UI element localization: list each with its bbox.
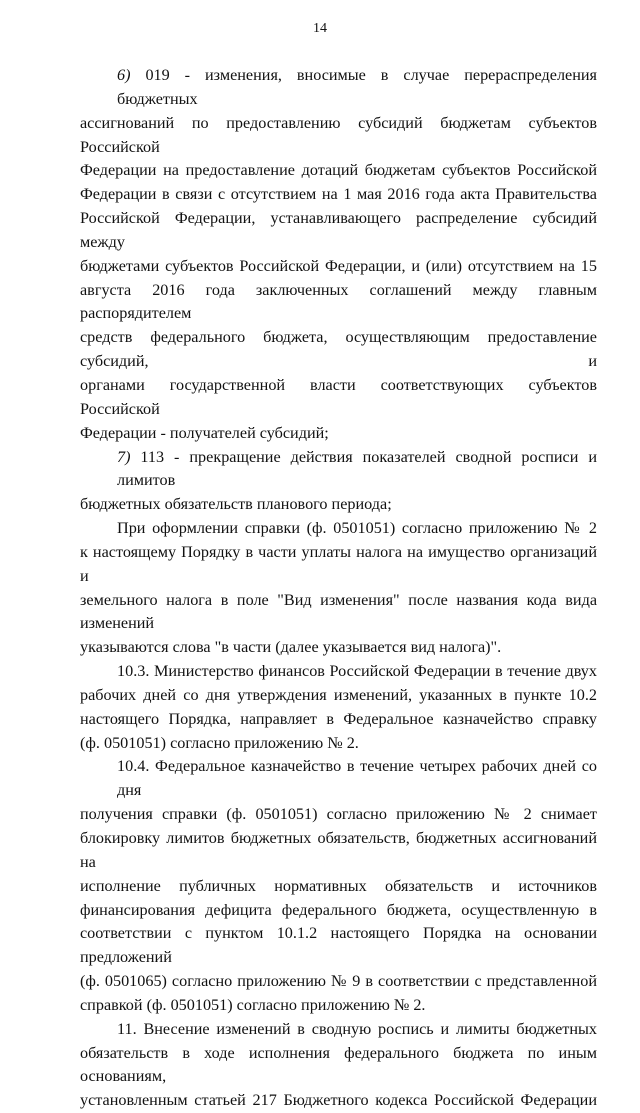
text-line: настоящего Порядка, направляет в Федеральное казначейство справку <box>80 709 597 728</box>
text-line: органами государственной власти соответствующих субъектов Российской <box>80 375 597 418</box>
text-line: рабочих дней со дня утверждения изменений, указанных в пункте 10.2 <box>80 685 597 704</box>
document-body <box>80 64 597 1113</box>
text-line: финансирования дефицита федерального бюджета, осуществленную в <box>80 900 597 919</box>
paragraph-item-7 <box>80 446 597 518</box>
text-line: бюджетных обязательств планового периода; <box>80 495 392 514</box>
text-line: 6) 019 - изменения, вносимые в случае перераспределения бюджетных <box>117 66 597 108</box>
text-line: 10.3. Министерство финансов Российской Федерации в течение двух <box>117 662 597 681</box>
paragraph-item-6 <box>80 64 597 446</box>
text-line: 7) 113 - прекращение действия показателей сводной росписи и лимитов <box>117 447 597 490</box>
list-marker: 7) <box>117 447 131 466</box>
text-line: указываются слова "в части (далее указывается вид налога)". <box>80 638 502 657</box>
text-line: земельного налога в поле "Вид изменения" после названия кода вида изменений <box>80 590 597 633</box>
paragraph-10-4 <box>80 755 597 1017</box>
text-line: к настоящему Порядку в части уплаты налога на имущество организаций и <box>80 542 597 585</box>
paragraph-11 <box>80 1018 597 1113</box>
paragraph-10-3 <box>80 660 597 755</box>
text-line: (ф. 0501065) согласно приложению № 9 в соответствии с представленной <box>80 972 597 991</box>
text-line: обязательств в ходе исполнения федерального бюджета по иным основаниям, <box>80 1043 597 1086</box>
paragraph-tax-note <box>80 517 597 660</box>
text-line: соответствии с пунктом 10.1.2 настоящего Порядка на основании предложений <box>80 924 597 967</box>
text-line: установленным статьей 217 Бюджетного кодекса Российской Федерации <box>80 1091 597 1110</box>
text-line: Федерации на предоставление дотаций бюджетам субъектов Российской <box>80 161 597 180</box>
text-line: 11. Внесение изменений в сводную роспись и лимиты бюджетных <box>117 1019 597 1038</box>
text-line: При оформлении справки (ф. 0501051) согласно приложению № 2 <box>117 519 597 538</box>
text-line: справкой (ф. 0501051) согласно приложению № 2. <box>80 995 426 1014</box>
text-line: ассигнований по предоставлению субсидий бюджетам субъектов Российской <box>80 113 597 156</box>
text-line: Федерации - получателей субсидий; <box>80 423 329 442</box>
list-marker: 6) <box>117 66 131 84</box>
page-number: 14 <box>313 21 327 36</box>
text-line: бюджетами субъектов Российской Федерации, и (или) отсутствием на 15 <box>80 256 597 275</box>
text-line: исполнение публичных нормативных обязательств и источников <box>80 876 597 895</box>
text-line: Федерации в связи с отсутствием на 1 мая 2016 года акта Правительства <box>80 185 597 204</box>
text-line: средств федерального бюджета, осуществляющим предоставление субсидий, и <box>80 328 597 371</box>
text-line: получения справки (ф. 0501051) согласно приложению № 2 снимает <box>80 805 597 824</box>
text-line: августа 2016 года заключенных соглашений между главным распорядителем <box>80 280 597 323</box>
text-line: 10.4. Федеральное казначейство в течение четырех рабочих дней со дня <box>117 757 597 800</box>
text-line: блокировку лимитов бюджетных обязательств, бюджетных ассигнований на <box>80 829 597 871</box>
text-line: Российской Федерации, устанавливающего распределение субсидий между <box>80 209 597 251</box>
text-line: (ф. 0501051) согласно приложению № 2. <box>80 733 359 752</box>
